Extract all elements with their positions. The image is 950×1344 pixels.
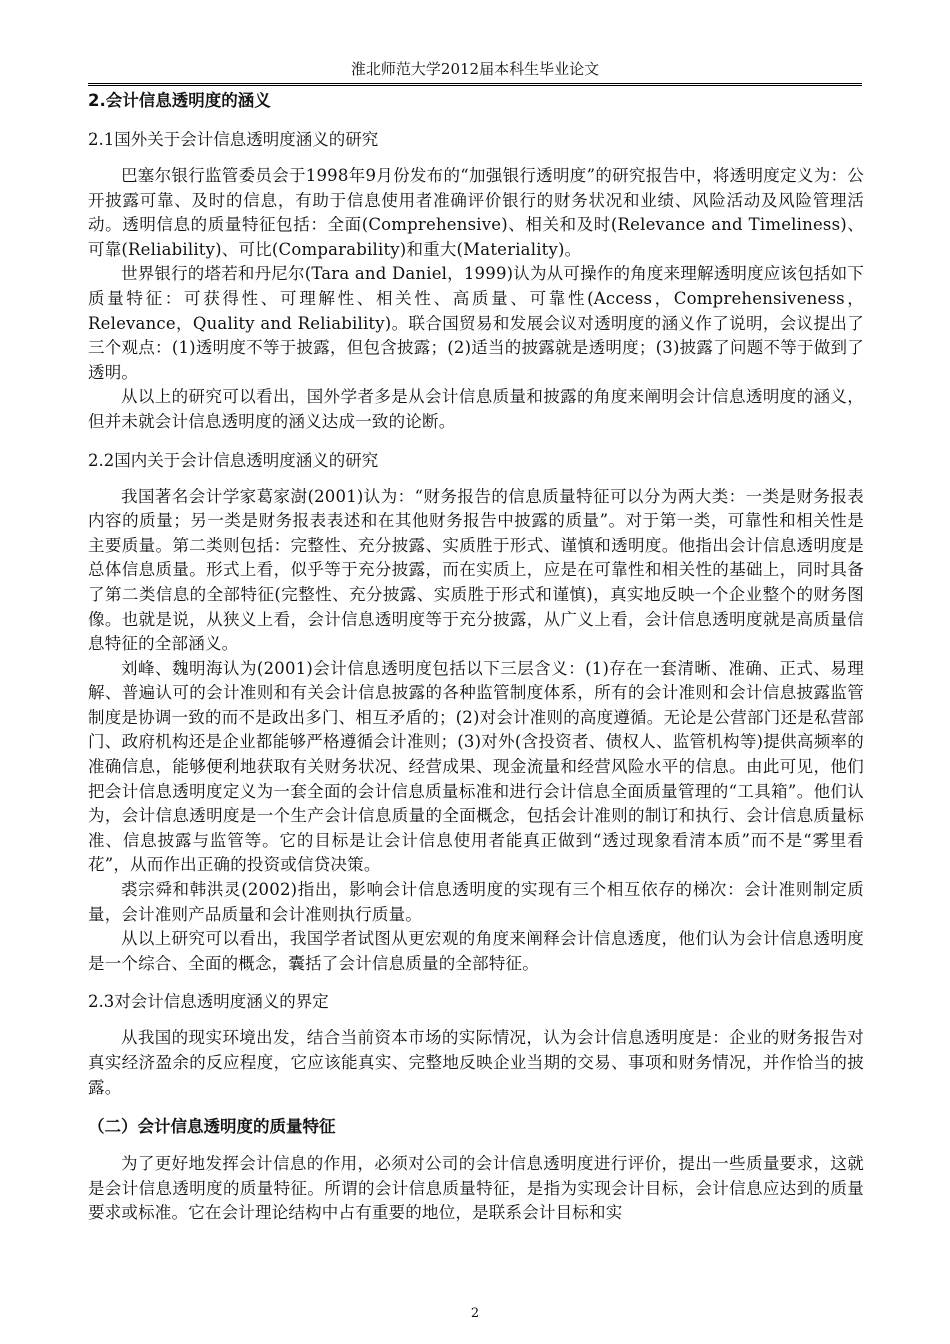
paragraph: 为了更好地发挥会计信息的作用，必须对公司的会计信息透明度进行评价，提出一些质量要求，这就是会计信息透明度的质量特征。所谓的会计信息质量特征，是指为实现会计目标，会计信息应达到的质量要求或标准。它在会计理论结构中占有重要的地位，是联系会计目标和实 (88, 1154, 864, 1223)
page-number: 2 (470, 1306, 480, 1321)
paragraph: 从我国的现实环境出发，结合当前资本市场的实际情况，认为会计信息透明度是：企业的财务报告对真实经济盈余的反应程度，它应该能真实、完整地反映企业当期的交易、事项和财务情况，并作恰当的披露。 (88, 1028, 864, 1097)
paragraph: 我国著名会计学家葛家澍(2001)认为：“财务报告的信息质量特征可以分为两大类：一类是财务报表内容的质量；另一类是财务报表表述和在其他财务报告中披露的质量”。对于第一类，可靠性和相关性是主要质量。第二类则包括：完整性、充分披露、实质胜于形式、谨慎和透明度。他指出会计信息透明度是总体信息质量。形式上看，似乎等于充分披露，而在实质上，应是在可靠性和相关性的基础上，同时具备了第二类信息的全部特征(完整性、充分披露、实质胜于形式和谨慎)，真实地反映一个企业整个的财务图像。也就是说，从狭义上看，会计信息透明度等于充分披露，从广义上看，会计信息透明度就是高质量信息特征的全部涵义。 (88, 486, 864, 654)
paragraph: 从以上研究可以看出，我国学者试图从更宏观的角度来阐释会计信息透度，他们认为会计信息透明度是一个综合、全面的概念，囊括了会计信息质量的全部特征。 (88, 929, 864, 973)
paragraph: 巴塞尔银行监管委员会于1998年9月份发布的“加强银行透明度”的研究报告中，将透明度定义为：公开披露可靠、及时的信息，有助于信息使用者准确评价银行的财务状况和业绩、风险活动及风险管理活动。透明信息的质量特征包括：全面(Comprehensive)、相关和及时(Relevance and Timeliness)、可靠(Reliability)、可比(Comparability)和重大(Materiality)。 (88, 166, 864, 259)
paragraph: 裘宗舜和韩洪灵(2002)指出，影响会计信息透明度的实现有三个相互依存的梯次：会计准则制定质量，会计准则产品质量和会计准则执行质量。 (88, 880, 864, 924)
section-two-title: （二）会计信息透明度的质量特征 (88, 1117, 336, 1137)
header-divider (88, 83, 862, 86)
running-header: 淮北师范大学2012届本科生毕业论文 (350, 60, 600, 78)
section-2-3-title: 2.3对会计信息透明度涵义的界定 (88, 992, 329, 1012)
main-content (88, 88, 864, 1226)
section-2-1-title: 2.1国外关于会计信息透明度涵义的研究 (88, 130, 379, 149)
paragraph: 刘峰、魏明海认为(2001)会计信息透明度包括以下三层含义：(1)存在一套清晰、准确、正式、易理解、普遍认可的会计准则和有关会计信息披露的各种监管制度体系，所有的会计准则和会计信息披露监管制度是协调一致的而不是政出多门、相互矛盾的；(2)对会计准则的高度遵循。无论是公营部门还是私营部门、政府机构还是企业都能够严格遵循会计准则；(3)对外(含投资者、债权人、监管机构等)提供高频率的准确信息，能够便利地获取有关财务状况、经营成果、现金流量和经营风险水平的信息。由此可见，他们把会计信息透明度定义为一套全面的会计信息质量标准和进行会计信息全面质量管理的“工具箱”。他们认为，会计信息透明度是一个生产会计信息质量的全面概念，包括会计准则的制订和执行、会计信息质量标准、信息披露与监管等。它的目标是让会计信息使用者能真正做到“透过现象看清本质”而不是“雾里看花”，从而作出正确的投资或信贷决策。 (88, 658, 864, 875)
section-2-2-title: 2.2国内关于会计信息透明度涵义的研究 (88, 450, 379, 470)
paragraph: 世界银行的塔若和丹尼尔(Tara and Daniel，1999)认为从可操作的角度来理解透明度应该包括如下质量特征：可获得性、可理解性、相关性、高质量、可靠性(Access，Comprehensiveness，Relevance，Quality and Reliability)。联合国贸易和发展会议对透明度的涵义作了说明，会议提出了三个观点：(1)透明度不等于披露，但包含披露；(2)适当的披露就是透明度；(3)披露了问题不等于做到了透明。 (88, 264, 864, 382)
chapter-heading: 2.会计信息透明度的涵义 (88, 91, 271, 110)
paragraph: 从以上的研究可以看出，国外学者多是从会计信息质量和披露的角度来阐明会计信息透明度的涵义，但并未就会计信息透明度的涵义达成一致的论断。 (88, 387, 864, 431)
